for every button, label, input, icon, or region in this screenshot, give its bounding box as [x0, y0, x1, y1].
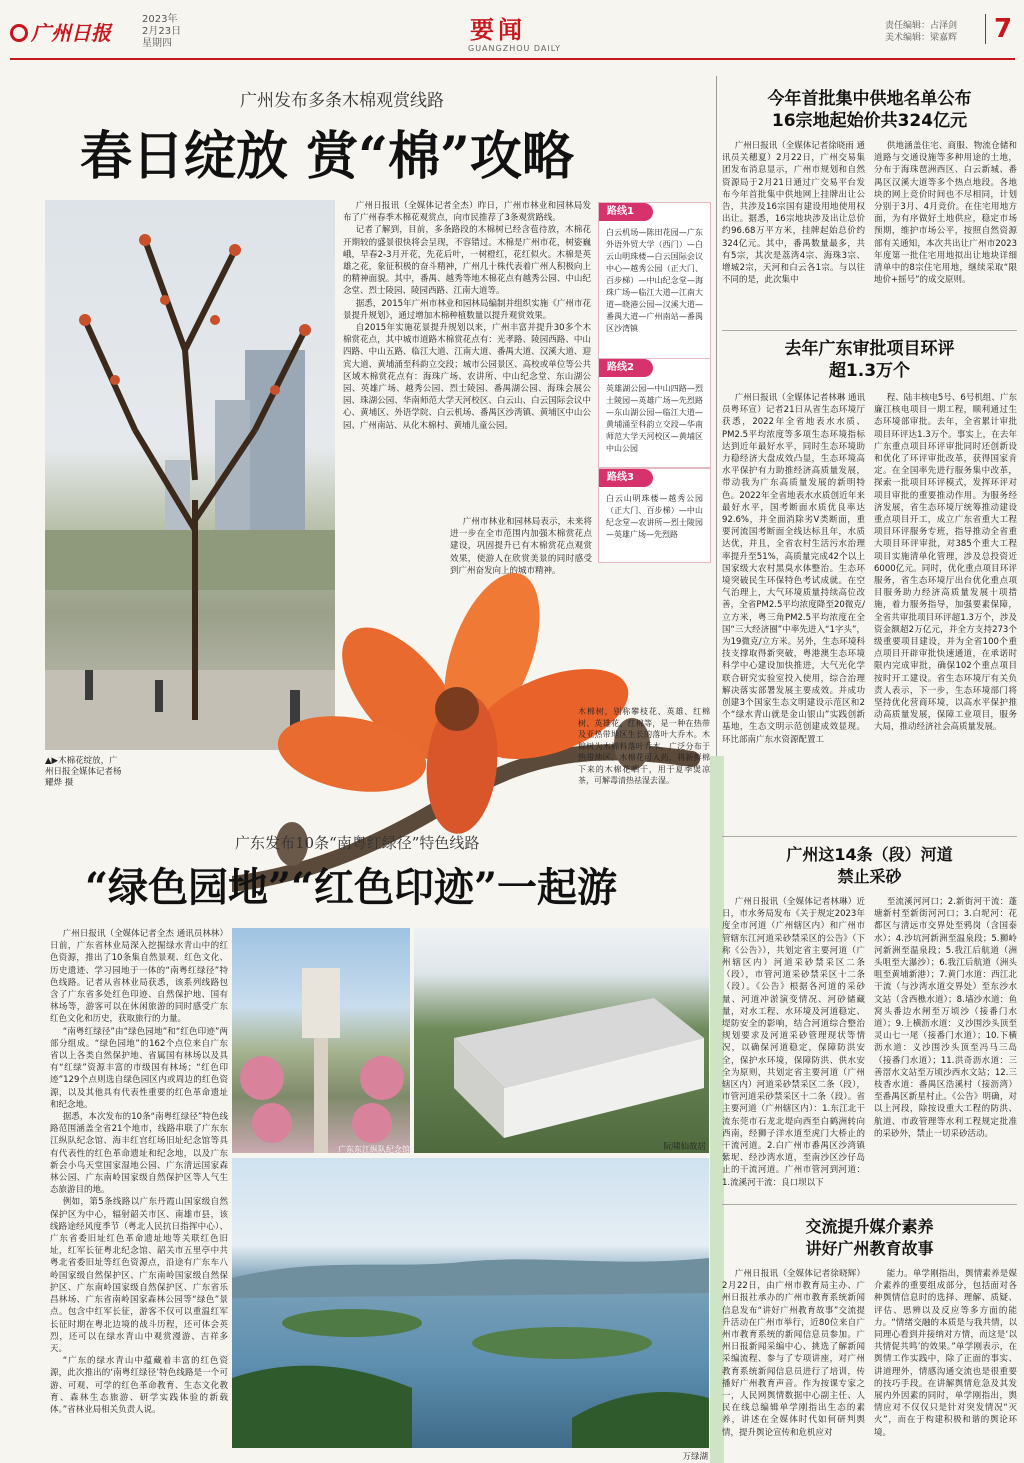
ancestral-house-illustration — [414, 928, 709, 1153]
building-shape — [245, 350, 305, 530]
photo-caption: 广东东江纵队纪念馆 — [338, 1145, 410, 1154]
article4-headline — [722, 1216, 1017, 1260]
story1-body — [343, 200, 591, 525]
editor-credits — [885, 20, 957, 44]
route-text: 英雄湖公园—中山四路—烈士陵园—英雄广场—先烈路—东山湖公园—临江大道—黄埔涌至科韵立交段—华南师范大学天河校区—黄埔区中山公园 — [606, 384, 703, 453]
section-title: 要闻 — [470, 15, 526, 44]
foreground-trees — [572, 1392, 709, 1448]
headline-line: 讲好广州教育故事 — [805, 1239, 934, 1258]
issue-weekday: 星期四 — [142, 38, 172, 49]
story2-kicker: 广东发布10条“南粤红绿径”特色线路 — [235, 834, 480, 852]
article-paragraph: 广州日报讯（全媒体记者林琳 通讯员粤环宣）记者21日从省生态环境厅获悉，2022年全省地表水水质、PM2.5平均浓度等多项生态环境指标达到近年最好水平，同时生态环境助力稳经济大盘成效凸显，生态环境高水平保护有力助推经济高质量发展，带动我为广东高质量发展的新明特色。2022年全省地表水水质创近年来最好水平，国考断面水质优良率达92.6%，并全面消除劣V类断面，重要河流国考断面全线达标且年，水质达优，并且，全省农村生活污水治理率提升至51%，高质量完成42个以上国家级大农村黑臭水体整治。生态环境突破民生环保特色考试成就。在空气治理上，大气环境质量持续高位改善，全省PM2.5平均浓度降至20微克/立方米，粤三角PM2.5平均浓度在全国“三大经济圈”中率先进入“1字头”，为19微克/立方米。另外，生态环境科技支撑取得新突破，粤港澳生态环境科学中心建设加快推进，大气光化学联合研究实验室投入使用，综合治理解决落实部署发展主要成效。并成功创建3个国家生态文明建设示范区和2个“绿水青山就是金山银山”实践创新基地，生态文明示范创建成效显现。环比部南广东水资源配置工 — [722, 393, 865, 745]
story2-body — [50, 928, 228, 1463]
memorial-hall-illustration — [232, 928, 410, 1153]
article3-col-b — [874, 896, 1017, 1201]
issue-date — [142, 14, 181, 50]
route-tag: 路线3 — [599, 469, 653, 487]
headline-line: 超1.3万个 — [828, 361, 911, 381]
article-separator — [722, 1204, 1017, 1205]
article-paragraph: 广州日报讯（全媒体记者徐晓辉）2月22日，由广州市教育局主办、广州日报社承办的广州市教育系统新闻信息发布“讲好广州教育故事”交流提升活动在广州市举行，近80位来自广州市教育系统的新闻信息员参加。广州日报新闻采编中心、挑选了解新闻采编流程、参与了专项讲座，对广州教育系统新闻信息员进行了培训，传播好广州教育声音。作为按课专家之一，人民网舆情数据中心副主任、人民在线总编辑单学刚指出生态的素养，讲述在全媒体时代如何研判舆情，提升舆论宣传和危机应对 — [722, 1269, 865, 1438]
editor-line: 责任编辑：占泽剑 — [885, 21, 958, 31]
lake-photo — [232, 1158, 709, 1448]
kapok-note: 木棉树，别称攀枝花、英雄、红棉树、英雄花、红棉等，是一种在热带及亚热带地区生长的落叶大乔木。木棉树为木棉科落叶乔木，广泛分布于热带地区。木棉花可入药，将新鲜棉下来的木棉花晒干，用于夏季煲凉茶，可解毒清热祛湿去湿。 — [578, 707, 710, 785]
article2-headline — [722, 338, 1017, 382]
article-paragraph: 程、陆丰核电5号、6号机组、广东廉江核电项目一期工程，顺利通过生态环境部审批。去年，全省累计审批项目环评达1.3万个。事实上，在去年广东重点项目环评审批同时还创新设和优化了环评审批改革，获得国家肯定。在全国率先进行服务集中改革，探索一批项目环评模式，发挥环评对项目审批的重要推动作用。为服务经济发展，省生态环境厅统筹推动建设重点项目开工，成立广东省重大工程项目环评服务专班，指导推动全省重大项目环评审批，对385个重大工程项目实施清单化管理，涉及总投资近6000亿元。同时，优化重点项目环评服务，省生态环境厅出台优化重点项目服务助力经济高质量发展十项措施，着力服务指导，加强要素保障，全省共审批项目环评超1.3万个，涉及资金额超2万亿元，并全方支持273个级重要项目建设，并为全省100个重点项目开辟审批快速通道，在承诺时限内完成审批，确保102个重点项目按时开工建设。省生态环境厅有关负责人表示，下一步，生态环境部门将坚持优化营商环境，以高水平保护推动高质量发展，保障工业项目，服务大局，推动经济社会高质量发展。 — [874, 393, 1017, 733]
photo-caption: 万绿湖 — [682, 1452, 708, 1462]
story2-paragraph: “广东的绿水青山中蕴藏着丰富的红色资源，此次推出的‘南粤红绿径’特色线路是一个可游、可观、可学的红色革命教育、生态文化教育、森林生态旅游、研学实践体验的新载体。”省林业局相关负责人说。 — [50, 1356, 228, 1415]
route-card-2 — [598, 358, 711, 468]
island-shape — [282, 1309, 422, 1337]
photo-caption: ▲▶木棉花绽放，广州日报全媒体记者杨耀烨 摄 — [45, 756, 122, 788]
article1-col-b — [874, 140, 1017, 340]
article-paragraph: 供地涵盖住宅、商服、物流仓储和道路与交通设施等多种用途的土地，分布于海珠琶洲西区、白云新城、番禺区汉溪大道等多个热点地段。各地块的网上竞价时间也不尽相同，计划分别于3月、4月竞价。在住宅用地方面，为有序做好土地供应，稳定市场预期，维护市场公平，按照自然资源部有关通知，本次共出让广州市2023年度第一批住宅用地拟出让地块详细清单中的8宗住宅用地，继续采取“限地价+摇号”的成交原则。 — [874, 141, 1017, 286]
story2-paragraph: 例如，第5条线路以广东丹霞山国家级自然保护区为中心，辐射韶关市区、南雄市县，该线路途经风度季节（粤北人民抗日指挥中心）、广东省委旧址红色革命遗址地等关联红色旧址，红军长征粤北纪念馆、韶关市五里亭中共粤北省委旧址等红色资源点，沿途有广东车八岭国家级自然保护区、广东南岭国家级自然保护区、广东南岭国家级自然保护区、广东省乐昌林场、广东省南岭国家森林公园等“绿色”景点。包含中红军长征，游客不仅可以重温红军长征时期在粤北边境的战斗历程，还可体会英烈，还可以在绿水青山中观赏漫游、吉祥多天。 — [50, 1197, 228, 1354]
foreground-trees — [232, 1366, 412, 1448]
right-column — [722, 76, 1017, 1461]
route-tag: 路线1 — [599, 203, 653, 221]
story1-kicker: 广州发布多条木棉观赏线路 — [240, 91, 444, 111]
article-separator — [722, 330, 1017, 331]
article-paragraph: 广州日报讯（全媒体记者徐晓雨 通讯员关穗夏）2月22日，广州交易集团发布消息显示，广州市规划和自然资源局于2月21日通过广交易平台发布今年首批集中供地网上挂牌出让公告，共涉及16宗国有建设用地使用权出让。据悉，16宗地块涉及出让总价约96.68万平方米，挂牌起始总价约324亿元。其中，番禺数量最多，共有5宗，其次是荔湾4宗、海珠3宗、增城2宗，天河和白云各1宗。与以往不同的是，此次集中 — [722, 141, 865, 286]
masthead-rule — [10, 58, 1015, 60]
logo-text: 广州日报 — [31, 21, 111, 45]
far-hills — [232, 1258, 709, 1298]
story1-paragraph: 记者了解到，目前，多条路段的木棉树已经含苞待放，木棉花开期较的盛景很快将会呈现，不容错过。木棉是广州市花，树姿巍峨，早春2-3月开花，先花后叶，一树橙红，花红似火。木棉是英雄之花，象征积极的奋斗精神，广州几十株代表着广州人积极向上的精神面貌。其中，番禺、越秀等地木棉花点有越秀公园、中山纪念堂、烈士陵园、陵园西路、江南大道等。 — [343, 225, 591, 297]
article3-headline — [722, 844, 1017, 888]
route-text: 白云山明珠楼—越秀公园（正大门、百步梯）—中山纪念堂—农讲所—烈士陵园—英雄广场—先烈路 — [606, 494, 703, 539]
masthead — [0, 0, 1024, 70]
story2-paragraph: 据悉，本次发布的10条“南粤红绿径”特色线路范围涵盖全省21个地市，线路串联了广东东江纵队纪念馆、海丰红宫红场旧址纪念馆等具有代表性的红色革命遗址和纪念地，以及广东新会小鸟天堂国家湿地公园、广东清远国家森林公园、广东南岭国家级自然保护区等人气生态旅游目的地。 — [50, 1112, 228, 1196]
route-tag: 路线2 — [599, 359, 653, 377]
article-paragraph: 至流溪河河口；2.新街河干流：蓬塘新村至新街河河口；3.白坭河：花都区与清远市交界处至鸦岗（含国泰水）；4.沙坑河新洲至温泉段；5.狮岭河新洲至温泉段；5.我江后航道（洲头咀至大瀑沙）；6.我江后航道（洲头咀至黄埔新港）；7.黄门水道：西江北干流（与沙湾水道交界处）至东沙水文站（含西樵水道）；8.墙沙水道：鱼窝头番边水闸至万顷沙（接番门水道）；9.上横沥水道：义沙围沙头顶至灵山七一尾（接番门水道）；10.下横沥水道：义沙围沙头顶至冯马三岛（接番门水道）；11.洪奇沥水道：三善滘水文站至万顷沙西水文站；12.三枝香水道：番禺区浩溪村（接沥湾）至番禺区新星村止。《公告》明确，对以上河段，除按设重大工程的防洪、航道、市政管理等水利工程规定批准的采砂外，禁止一切采砂活动。 — [874, 897, 1017, 1139]
headline-line: 交流提升媒介素养 — [805, 1217, 934, 1236]
lake-illustration — [232, 1158, 709, 1448]
stamen-center — [435, 687, 479, 731]
ancestral-house-photo — [414, 928, 709, 1153]
route-card-1 — [598, 202, 711, 370]
story2-headline: “绿色园地”“红色印迹”一起游 — [85, 864, 618, 911]
logo-ring-icon — [10, 24, 28, 42]
article4-col-a — [722, 1268, 865, 1456]
article2-col-a — [722, 392, 865, 842]
path-shape — [314, 1038, 328, 1153]
island-shape — [472, 1327, 652, 1359]
section-subtitle: GUANGZHOU DAILY — [468, 44, 562, 53]
headline-line: 去年广东审批项目环评 — [784, 339, 955, 359]
story2-paragraph: “南粤红绿径”由“绿色园地”和“红色印迹”两部分组成。“绿色园地”的162个点位来自广东省以上各类自然保护地、省属国有林场以及具有“红绿”资源丰富的市级国有林场；“红色印迹”129个点则选自绿色园区内或周边的红色资源，以及其他具有代表性重要的红色革命遗址和纪念地。 — [50, 1026, 228, 1110]
photo-caption: 阮啸仙故居 — [663, 1142, 706, 1152]
article3-col-a — [722, 896, 865, 1201]
memorial-hall-photo — [232, 928, 410, 1153]
story1-paragraph: 广州市林业和园林局表示，未来将进一步在全市范围内加强木棉赏花点建设，巩固提升已有木棉赏花点观赏效果，使游人在欣赏美景的同时感受到广州奋发向上的城市精神。 — [450, 517, 592, 576]
article4-col-b — [874, 1268, 1017, 1456]
article-paragraph: 能力。单学刚指出，舆情素养是媒介素养的重要组成部分，包括面对各种舆情信息时的选择、理解、质疑、评估、思辨以及反应等多方面的能力。“情绪交融的本质是与我共情，以同理心看到并接纳对方情，而这是‘以共情促共鸣’的效果。”单学刚表示，在舆情工作实践中，除了正面的事实、讲道理外，情感沟通交流也是很重要的技巧手段。在讲解舆情危急及其发展内外因素的同时，单学刚指出，舆情应对不仅仅只是针对突发情况“灭火”，而在于构建积极和谐的舆论环境。 — [874, 1269, 1017, 1438]
article-separator — [722, 836, 1017, 837]
story1-paragraph: 据悉，2015年广州市林业和园林局编制并组织实施《广州市花景提升规划》，通过增加木棉种植数量以提升观赏效果。 — [343, 298, 591, 321]
art-editor-line: 美术编辑：梁嘉辉 — [885, 33, 958, 43]
story1-paragraph: 广州日报讯（全媒体记者全杰）昨日，广州市林业和园林局发布了广州春季木棉花观赏点，向市民推荐了3条观赏路线。 — [343, 201, 591, 224]
issue-day: 2月23日 — [142, 26, 182, 37]
page-number: 7 — [985, 14, 1012, 44]
headline-line: 今年首批集中供地名单公布 — [767, 89, 972, 109]
article-paragraph: 广州日报讯（全媒体记者林琳）近日，市水务局发布《关于规定2023年度全市河道（广州辖区内）和广州市管辖东江河道采砂禁采区的公告》（下称《公告》），共划定省主要河道（广州辖区内）河道采砂禁采区二条（段），市管河道采砂禁采区十二条（段）。《公告》根据各河道的采砂量、河道冲淤演变情况、河砂储藏量，对水工程、水环境及河道稳定、堤防安全的影响，结合河道综合整治规划要求及河道采砂管理现状等情况，以确保河道稳定，保障防洪安全，保护水环境，保障防洪、供水安全为原则，共划定省主要河道（广州辖区内）河道采砂禁采区二条（段），市管河道采砂禁采区十二条（段）。省主要河道（广州辖区内）：1.东江北干流东莞市石龙北堤向西至白鹤洲转向西南，经狮子洋水道至虎门大桥止的干流河道。2.白广州市番禺区沙湾镇紫坭、经沙湾水道，至南沙区沙仔岛止的干流河道。广州市管河到河道：1.流溪河干流：良口坝以下 — [722, 897, 865, 1188]
story1-headline: 春日绽放 赏“棉”攻略 — [80, 126, 574, 187]
headline-line: 广州这14条（段）河道 — [786, 845, 953, 864]
article1-headline — [722, 88, 1017, 132]
story1-paragraph: 自2015年实施花景提升规划以来，广州丰富并提升30多个木棉赏花点，其中城市道路木棉赏花点有：光孝路、陵园西路、中山四路、中山五路、临江大道、江南大道、番禺大道、汉溪大道、迎宾大道、黄埔涌至科韵立交段；城市公园景区、高校或单位等公共区域木棉赏花点有：海珠广场、农讲所、中山纪念堂、东山湖公园、英雄广场、越秀公园、烈士陵园、番禺湖公园、海珠会展公园、珠湖公园、华南师范大学天河校区、白云山、白云国际会议中心、黄埔区、外语学院、白云机场、番禺区沙湾镇、黄埔区中山公园、广州南站、从化木棉村、黄埔儿童公园。 — [343, 323, 591, 431]
tower-shape — [302, 968, 340, 1038]
headline-line: 16宗地起始价共324亿元 — [771, 111, 968, 131]
issue-year: 2023年 — [142, 14, 178, 25]
article1-col-a — [722, 140, 865, 340]
route-text: 白云机场—陈田花园—广东外语外贸大学（西门）—白云山明珠楼—白云国际会议中心—越秀公园（正大门、百步梯）—中山纪念堂—海珠广场—临江大道—江南大道—晓港公园—汉溪大道—番禺大道—广州南站—番禺区沙湾镇 — [606, 228, 703, 333]
article2-col-b — [874, 392, 1017, 842]
headline-line: 禁止采砂 — [837, 867, 902, 886]
story2-paragraph: 广州日报讯（全媒体记者全杰 通讯员林林）日前，广东省林业局深入挖掘绿水青山中的红色资源，推出了10条集自然景观、红色文化、历史遗迹、学习园地于一体的“南粤红绿径”特色线路。记者从省林业局获悉，该系列线路包含了广东省多处红色印迹、自然保护地、国有林场等，游客可以在休闲旅游的同时感受广东红色文化和历史，获取旅行的力量。 — [50, 929, 228, 1025]
left-column — [10, 76, 713, 1461]
newspaper-logo — [10, 17, 111, 46]
